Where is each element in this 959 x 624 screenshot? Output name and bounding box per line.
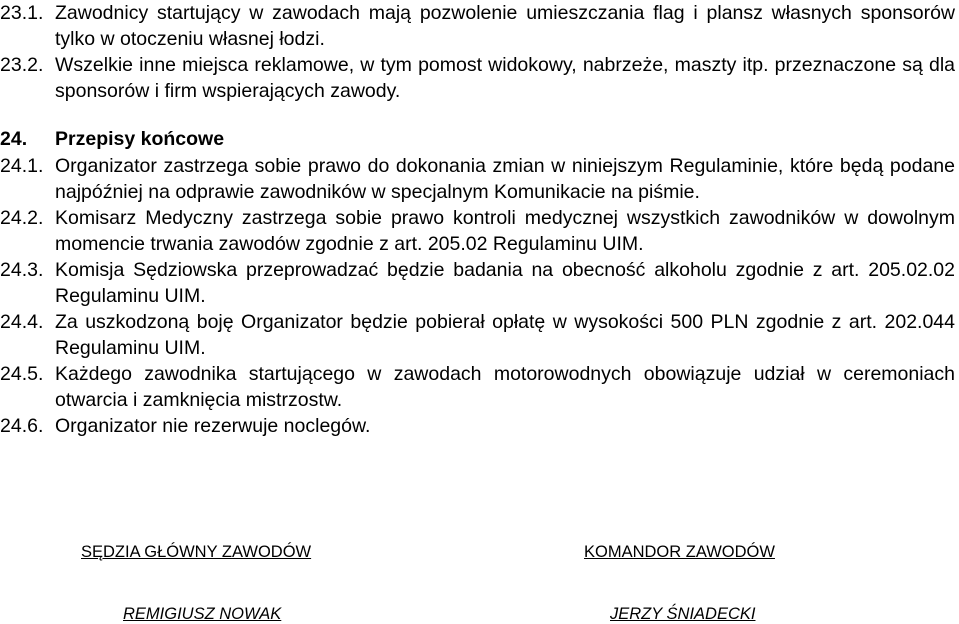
paragraph-number: 24.5. — [0, 363, 44, 385]
section-23 — [0, 0, 957, 104]
section-heading — [0, 126, 224, 152]
paragraph-23-2 — [0, 52, 957, 104]
paragraph-number: 23.1. — [0, 2, 44, 24]
paragraph-text: Wszelkie inne miejsca reklamowe, w tym pomost widokowy, nabrzeże, maszty itp. przeznaczone są dla sponsorów i firm wspierających zawody. — [55, 54, 955, 102]
paragraph-number: 24.3. — [0, 259, 44, 281]
heading-title: Przepisy końcowe — [55, 128, 225, 150]
paragraph-number: 24.4. — [0, 311, 44, 333]
paragraph-number: 24.6. — [0, 415, 44, 437]
chief-judge-name: REMIGIUSZ NOWAK — [123, 605, 282, 623]
section-24 — [0, 153, 957, 439]
commodore-title: KOMANDOR ZAWODÓW — [584, 543, 775, 561]
paragraph-24-1 — [0, 153, 957, 205]
paragraph-text: Organizator zastrzega sobie prawo do dokonania zmian w niniejszym Regulaminie, które będą podane najpóźniej na odprawie zawodników w specjalnym Komunikacie na piśmie. — [55, 155, 955, 203]
paragraph-24-5 — [0, 361, 957, 413]
chief-judge-title: SĘDZIA GŁÓWNY ZAWODÓW — [81, 543, 312, 561]
paragraph-number: 24.1. — [0, 155, 44, 177]
paragraph-number: 24.2. — [0, 207, 44, 229]
paragraph-23-1 — [0, 0, 957, 52]
paragraph-24-6 — [0, 413, 957, 439]
paragraph-text: Komisarz Medyczny zastrzega sobie prawo kontroli medycznej wszystkich zawodników w dowolnym momencie trwania zawodów zgodnie z art. 205.02 Regulaminu UIM. — [55, 207, 955, 255]
heading-number: 24. — [0, 128, 28, 150]
paragraph-text: Komisja Sędziowska przeprowadzać będzie badania na obecność alkoholu zgodnie z art. 205.02.02 Regulaminu UIM. — [55, 259, 955, 307]
paragraph-text: Każdego zawodnika startującego w zawodach motorowodnych obowiązuje udział w ceremoniach otwarcia i zamknięcia mistrzostw. — [55, 363, 955, 411]
paragraph-text: Organizator nie rezerwuje noclegów. — [55, 415, 371, 437]
paragraph-number: 23.2. — [0, 54, 44, 76]
paragraph-text: Zawodnicy startujący w zawodach mają pozwolenie umieszczania flag i plansz własnych sponsorów tylko w otoczeniu własnej łodzi. — [55, 2, 955, 50]
commodore-name: JERZY ŚNIADECKI — [610, 605, 756, 623]
paragraph-text: Za uszkodzoną boję Organizator będzie pobierał opłatę w wysokości 500 PLN zgodnie z art. 202.044 Regulaminu UIM. — [55, 311, 955, 359]
paragraph-24-3 — [0, 257, 957, 309]
paragraph-24-4 — [0, 309, 957, 361]
paragraph-24-2 — [0, 205, 957, 257]
